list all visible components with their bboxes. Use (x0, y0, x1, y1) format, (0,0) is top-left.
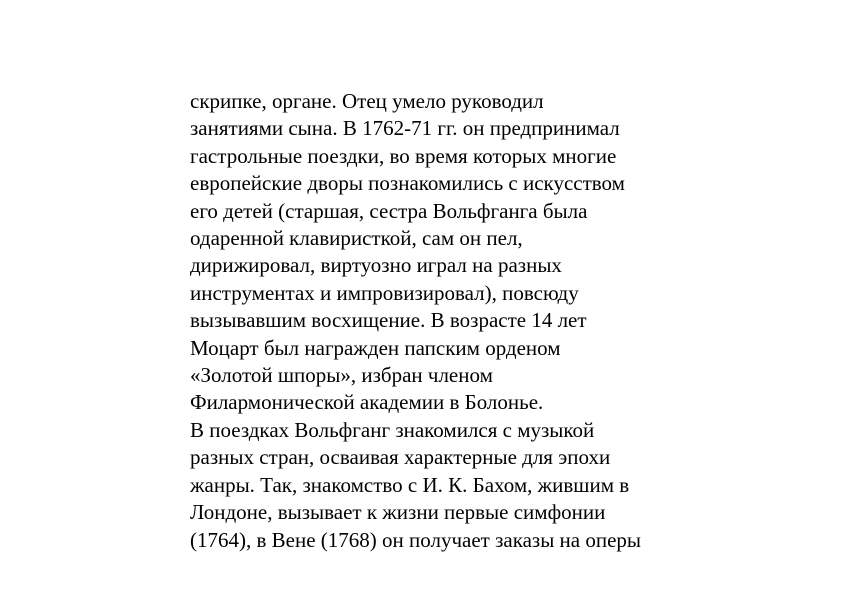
body-text (190, 88, 710, 554)
text-line: одаренной клавиристкой, сам он пел, (190, 226, 523, 251)
text-line: европейские дворы познакомились с искусством (190, 171, 625, 196)
text-line: (1764), в Вене (1768) он получает заказы на оперы (190, 527, 642, 552)
text-line: Моцарт был награжден папским орденом (190, 335, 561, 360)
text-line: его детей (старшая, сестра Вольфганга была (190, 198, 588, 223)
text-line: скрипке, органе. Отец умело руководил (190, 89, 544, 113)
text-line: вызывавшим восхищение. В возрасте 14 лет (190, 308, 587, 333)
text-line: разных стран, осваивая характерные для эпохи (190, 445, 611, 470)
text-line: «Золотой шпоры», избран членом (190, 363, 493, 388)
text-line: Лондоне, вызывает к жизни первые симфонии (190, 500, 606, 525)
text-line: жанры. Так, знакомство с И. К. Бахом, жившим в (190, 472, 630, 497)
text-line: В поездках Вольфганг знакомился с музыкой (190, 417, 595, 442)
text-line: гастрольные поездки, во время которых многие (190, 143, 617, 168)
text-line: занятиями сына. В 1762-71 гг. он предпринимал (190, 116, 620, 141)
text-line: Филармонической академии в Болонье. (190, 390, 544, 415)
text-line: инструментах и импровизировал), повсюду (190, 280, 579, 305)
text-line: дирижировал, виртуозно играл на разных (190, 253, 562, 278)
